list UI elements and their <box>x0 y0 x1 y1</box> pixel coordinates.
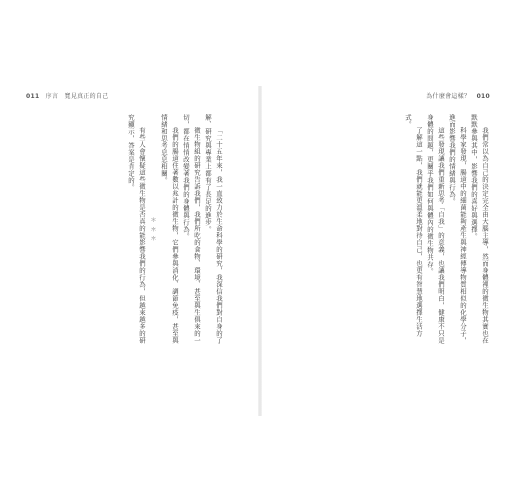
section-divider: ＊ ＊ ＊ <box>149 216 156 242</box>
right-page-body <box>280 114 490 344</box>
right-paragraph: 這些發現讓我們重新思考「自我」的意義，也讓我們明白，健康不只是身體的問題，更關乎我們如何與體內的微生物共存。 <box>426 114 445 344</box>
left-paragraph: 「二十五年來，我一直致力於生命科學的研究，我深信我們對自身的了解、研究與專業上都有了長足的進步。 <box>204 114 223 344</box>
left-page-header <box>26 91 109 100</box>
book-gutter <box>258 86 262 416</box>
left-page-number: 011 <box>26 93 40 100</box>
left-paragraph: 微生物組的研究告訴我們，我們所吃的食物、環境、甚至與生俱來的一切，都在悄悄改變著我們的身體與行為。 <box>182 114 201 344</box>
left-paragraph: 有些人會懷疑這些微生物是否真的能影響我們的行為，但越來越多的研究顯示，答案是肯定的。 <box>127 114 146 344</box>
right-running-head: 為什麼會這樣？ <box>426 93 471 100</box>
left-running-head: 序言 <box>45 93 59 100</box>
left-page-body <box>26 114 224 344</box>
right-paragraph: 科學家發現，腸道中的細菌能夠產生與神經傳導物質相似的化學分子，進而影響我們的情緒與行為。 <box>448 114 467 344</box>
right-paragraph: 我們常以為自己的決定完全由大腦主導，然而身體裡的微生物其實也在默默參與其中，影響我們的喜好與選擇。 <box>470 114 489 344</box>
right-page-header <box>426 91 494 100</box>
left-paragraph: 我們的腸道住著數以兆計的微生物，它們參與消化、調節免疫，甚至與情緒和思考息息相關。 <box>160 114 179 344</box>
left-running-title: 寬見真正的自己 <box>64 93 109 100</box>
right-page-number: 010 <box>476 93 490 100</box>
right-paragraph: 了解這一點，我們就能更溫柔地對待自己，也更有智慧地選擇生活方式。 <box>404 114 423 337</box>
